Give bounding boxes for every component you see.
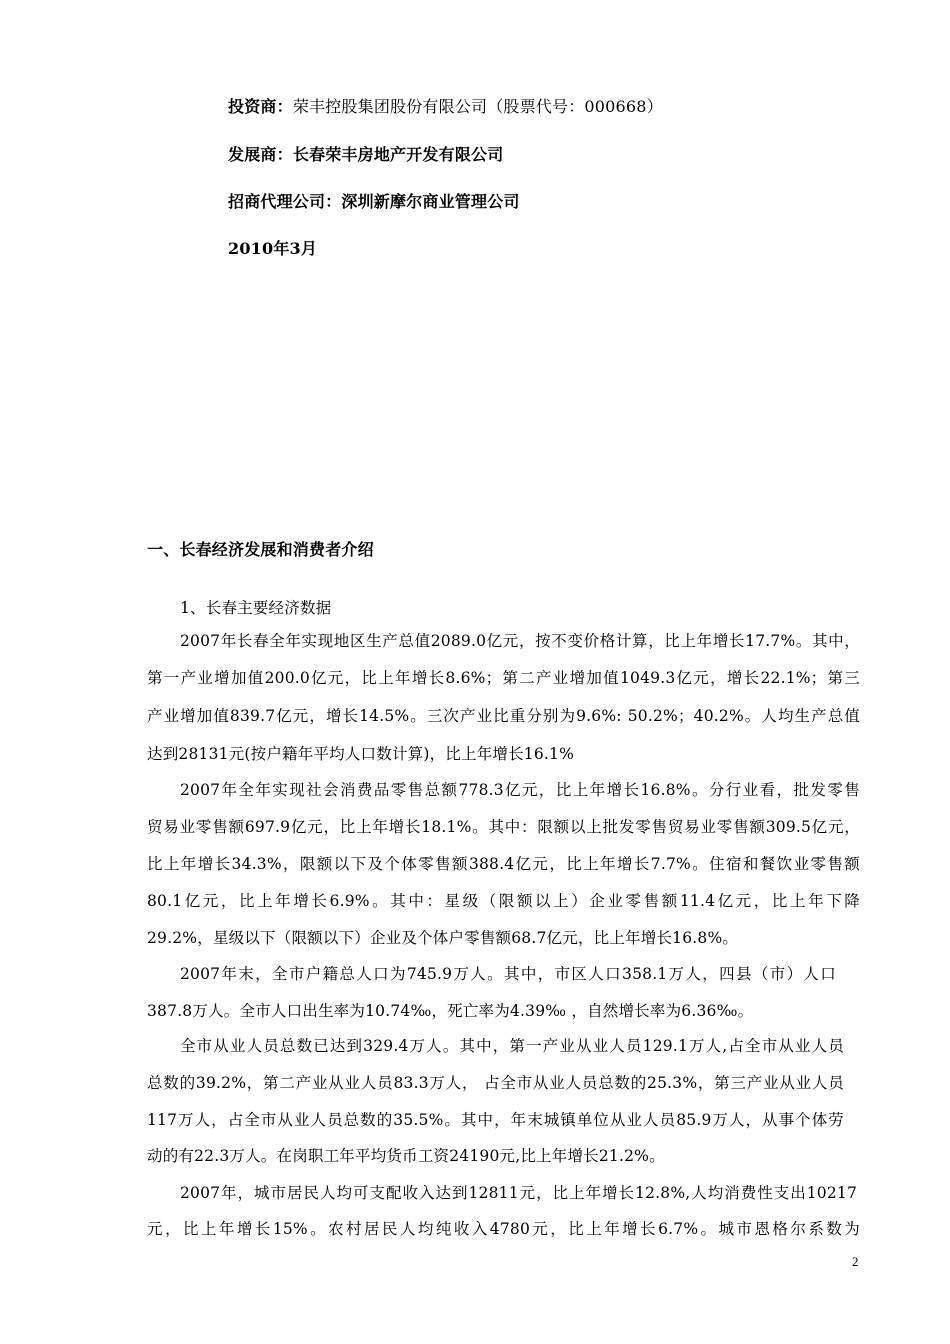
paragraph-line: 2007年末，全市户籍总人口为745.9万人。其中，市区人口358.1万人，四县（市）人口 bbox=[180, 965, 836, 983]
developer-label: 发展商： bbox=[228, 145, 293, 164]
paragraph-line: 总数的39.2%，第二产业从业人员83.3万人， 占全市从业人员总数的25.3%，第三产业从业人员 bbox=[147, 1074, 844, 1092]
paragraph-line: 117万人，占全市从业人员总数的35.5%。其中，年末城镇单位从业人员85.9万人，从事个体劳 bbox=[147, 1111, 844, 1129]
investor-value: 荣丰控股集团股份有限公司（股票代号：000668） bbox=[292, 97, 663, 116]
section-title: 一、长春经济发展和消费者介绍 bbox=[147, 540, 374, 559]
investor-line bbox=[228, 97, 663, 117]
paragraph-line: 29.2%，星级以下（限额以下）企业及个体户零售额68.7亿元，比上年增长16.8%。 bbox=[147, 929, 739, 947]
paragraph-line: 比上年增长34.3%，限额以下及个体零售额388.4亿元，比上年增长7.7%。住宿和餐饮业零售额 bbox=[147, 855, 860, 873]
paragraph-line: 元，比上年增长15%。农村居民人均纯收入4780元，比上年增长6.7%。城市恩格尔系数为 bbox=[147, 1220, 860, 1238]
paragraph-line: 贸易业零售额697.9亿元，比上年增长18.1%。其中：限额以上批发零售贸易业零售额309.5亿元， bbox=[147, 818, 860, 836]
paragraph-line: 80.1亿元，比上年增长6.9%。其中：星级（限额以上）企业零售额11.4亿元，比上年下降 bbox=[147, 892, 860, 910]
paragraph-line: 387.8万人。全市人口出生率为10.74‰，死亡率为4.39‰ ，自然增长率为6.36‰。 bbox=[147, 1002, 754, 1020]
agent-value: 深圳新摩尔商业管理公司 bbox=[341, 192, 520, 211]
paragraph-line: 第一产业增加值200.0亿元，比上年增长8.6%；第二产业增加值1049.3亿元，增长22.1%；第三 bbox=[147, 669, 860, 687]
paragraph-line: 动的有22.3万人。在岗职工年平均货币工资24190元,比上年增长21.2%。 bbox=[147, 1147, 665, 1165]
agent-line bbox=[228, 192, 520, 212]
paragraph-line: 2007年，城市居民人均可支配收入达到12811元，比上年增长12.8%,人均消费性支出10217 bbox=[180, 1184, 857, 1202]
date-line: 2010年3月 bbox=[228, 239, 318, 258]
developer-value: 长春荣丰房地产开发有限公司 bbox=[292, 145, 504, 164]
paragraph-line: 2007年长春全年实现地区生产总值2089.0亿元，按不变价格计算，比上年增长17.7%。其中， bbox=[180, 632, 860, 650]
paragraph-line: 2007年全年实现社会消费品零售总额778.3亿元，比上年增长16.8%。分行业看，批发零售 bbox=[180, 781, 860, 799]
paragraph-line: 产业增加值839.7亿元，增长14.5%。三次产业比重分别为9.6%: 50.2%；40.2%。人均生产总值 bbox=[147, 707, 860, 725]
paragraph-line: 达到28131元(按户籍年平均人口数计算)，比上年增长16.1% bbox=[147, 745, 575, 763]
paragraph-line: 全市从业人员总数已达到329.4万人。其中，第一产业从业人员129.1万人,占全市从业人员 bbox=[180, 1037, 844, 1055]
page-number: 2 bbox=[852, 1254, 859, 1269]
section-subtitle: 1、长春主要经济数据 bbox=[180, 599, 332, 617]
developer-line bbox=[228, 145, 503, 165]
investor-label: 投资商： bbox=[228, 97, 293, 116]
agent-label: 招商代理公司： bbox=[228, 192, 342, 211]
